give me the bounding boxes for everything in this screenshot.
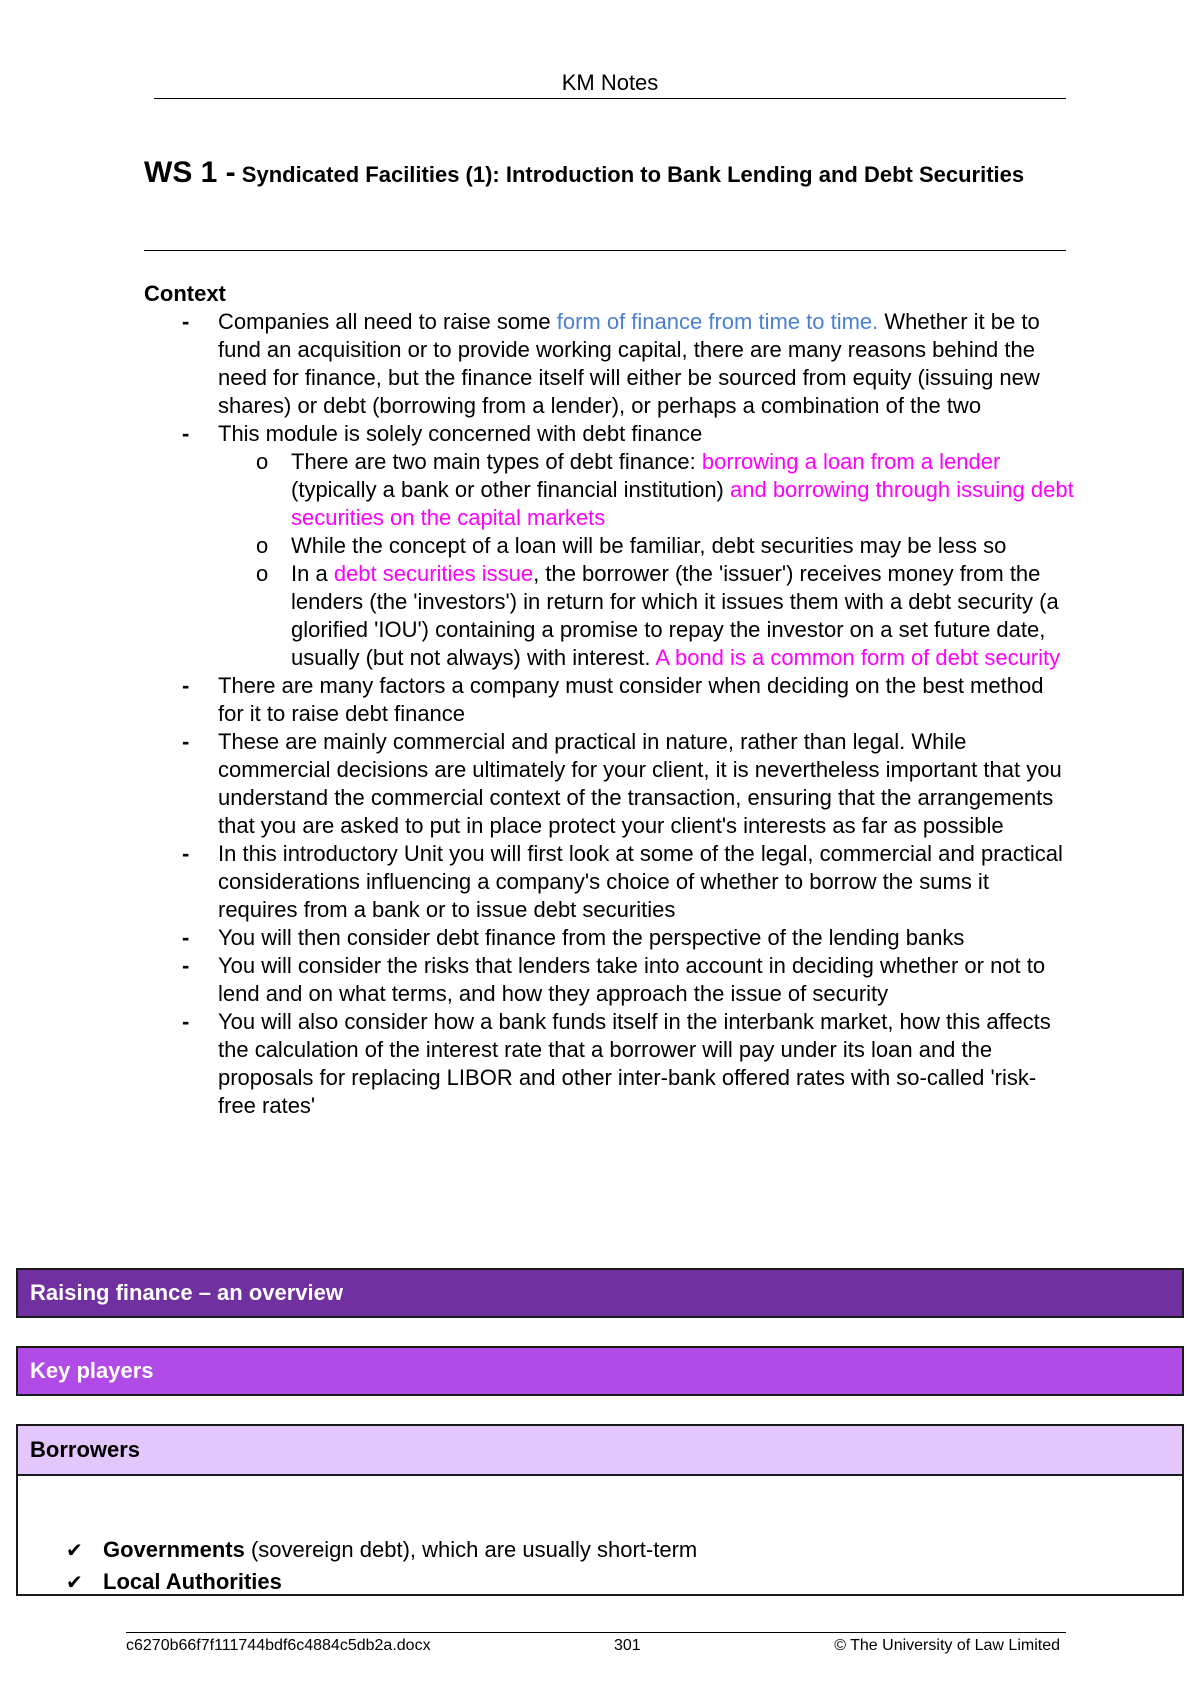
context-item-3: - There are many factors a company must consider when deciding on the best method for it to raise debt finance — [144, 672, 1074, 728]
borrowers-heading: Borrowers — [18, 1426, 1182, 1476]
context-item-8: - You will also consider how a bank funds itself in the interbank market, how this affects the calculation of the interest rate that a borrower will pay under its loan and the proposals for replacing LIBOR and other inter-bank offered rates with so-called 'risk-free rates' — [144, 1008, 1074, 1120]
title-divider — [144, 250, 1066, 251]
document-title — [144, 158, 1066, 190]
context-item-6: - You will then consider debt finance from the perspective of the lending banks — [144, 924, 1074, 952]
context-list — [144, 308, 1074, 1120]
document-title-text: Syndicated Facilities (1): Introduction to Bank Lending and Debt Securities — [241, 162, 1025, 187]
highlight-pink: borrowing a loan from a lender — [701, 449, 1001, 474]
context-subitem-1: o There are two main types of debt finance: borrowing a loan from a lender (typically a bank or other financial institution) and borrowing through issuing debt securities on the capital markets — [218, 448, 1074, 532]
context-item-5: - In this introductory Unit you will first look at some of the legal, commercial and practical considerations influencing a company's choice of whether to borrow the sums it requires from a bank or to issue debt securities — [144, 840, 1074, 924]
context-item-4: - These are mainly commercial and practical in nature, rather than legal. While commercial decisions are ultimately for your client, it is nevertheless important that you understand the commercial context of the transaction, ensuring that the arrangements that you are asked to put in place protect your client's interests as far as possible — [144, 728, 1074, 840]
highlight-pink: and borrowing through issuing debt securities on the capital markets — [291, 477, 1074, 530]
context-heading: Context — [144, 281, 226, 306]
context-item-2: - This module is solely concerned with debt finance o There are two main types of debt finance: borrowing a loan from a lender (typically a bank or other financial institution) and borrowing through issuing debt securities on the capital markets o While the concept of a loan will be familiar, debt securities may be less so o In a debt securities issue, the borrower (the 'issuer') receives money from the lenders (the 'investors') in return for which it issues them with a debt security (a glorified 'IOU') containing a promise to repay the investor on a set future date, usually (but not always) with interest. A bond is a common form of debt security — [144, 420, 1074, 672]
context-sublist — [218, 448, 1074, 672]
borrowers-item-governments: ✔ Governments (sovereign debt), which are usually short-term — [66, 1534, 697, 1566]
context-subitem-3: o In a debt securities issue, the borrower (the 'issuer') receives money from the lenders (the 'investors') in return for which it issues them with a debt security (a glorified 'IOU') containing a promise to repay the investor on a set future date, usually (but not always) with interest. A bond is a common form of debt security — [218, 560, 1074, 672]
worksheet-number: WS 1 - — [144, 156, 236, 189]
borrowers-box — [16, 1424, 1184, 1596]
context-section — [144, 280, 1074, 1120]
context-item-7: - You will consider the risks that lenders take into account in deciding whether or not to lend and on what terms, and how they approach the issue of security — [144, 952, 1074, 1008]
footer-divider — [126, 1632, 1066, 1633]
borrowers-list — [66, 1534, 697, 1598]
highlight-pink: A bond is a common form of debt security — [655, 645, 1061, 670]
context-item-1: - Companies all need to raise some form of finance from time to time. Whether it be to fund an acquisition or to provide working capital, there are many reasons behind the need for finance, but the finance itself will either be sourced from equity (issuing new shares) or debt (borrowing from a lender), or perhaps a combination of the two — [144, 308, 1074, 420]
borrowers-item-local-authorities: ✔ Local Authorities — [66, 1566, 697, 1598]
section-bar-key-players: Key players — [16, 1346, 1184, 1396]
footer-page-number: 301 — [614, 1637, 641, 1654]
footer-copyright: © The University of Law Limited — [834, 1637, 1060, 1654]
document-title-block — [144, 158, 1066, 190]
highlight-blue: form of finance from time to time. — [556, 309, 879, 334]
context-subitem-2: o While the concept of a loan will be familiar, debt securities may be less so — [218, 532, 1074, 560]
section-bar-raising-finance: Raising finance – an overview — [16, 1268, 1184, 1318]
highlight-pink: debt securities issue — [333, 561, 534, 586]
footer-filename: c6270b66f7f111744bdf6c4884c5db2a.docx — [126, 1637, 431, 1654]
page-header: KM Notes — [154, 70, 1066, 99]
